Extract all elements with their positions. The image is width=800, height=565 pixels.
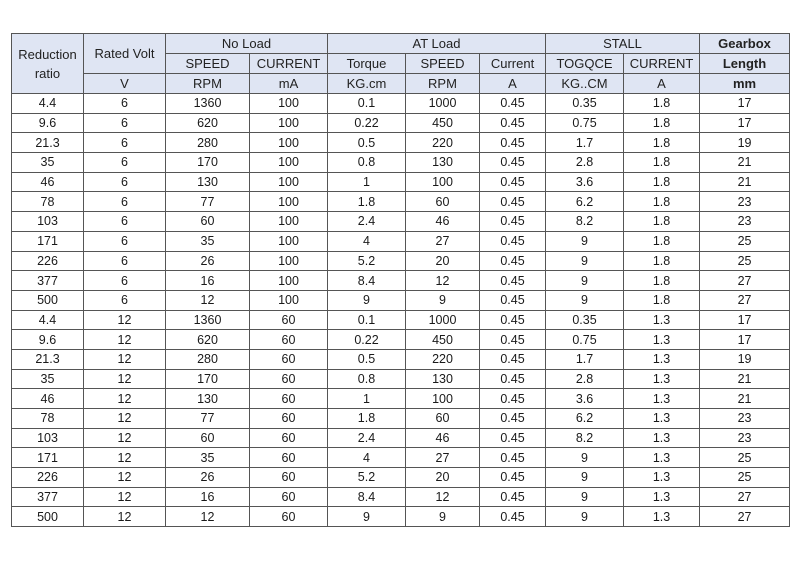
no-load-speed-cell: 26 (166, 251, 250, 271)
header-row-units (12, 74, 790, 94)
no-load-speed-cell: 280 (166, 349, 250, 369)
stall-torque-cell: 8.2 (546, 428, 624, 448)
reduction-ratio-cell: 35 (12, 369, 84, 389)
rated-volt-cell: 12 (84, 507, 166, 527)
no-load-current-cell: 100 (250, 271, 328, 291)
table-row (12, 153, 790, 173)
at-load-speed-cell: 60 (406, 192, 480, 212)
gearbox-length-cell: 21 (700, 389, 790, 409)
subheader-at-load-current: Current (480, 54, 546, 74)
reduction-ratio-header: Reduction ratio (12, 34, 84, 94)
rated-volt-cell: 6 (84, 192, 166, 212)
no-load-current-cell: 60 (250, 468, 328, 488)
no-load-current-cell: 60 (250, 487, 328, 507)
stall-current-cell: 1.3 (624, 448, 700, 468)
at-load-speed-cell: 9 (406, 290, 480, 310)
rated-volt-cell: 12 (84, 409, 166, 429)
torque-cell: 9 (328, 290, 406, 310)
no-load-current-cell: 60 (250, 389, 328, 409)
stall-current-cell: 1.8 (624, 113, 700, 133)
no-load-current-cell: 60 (250, 448, 328, 468)
rated-volt-cell: 6 (84, 271, 166, 291)
subheader-no-load-current: CURRENT (250, 54, 328, 74)
subheader-stall-torque: TOGQCE (546, 54, 624, 74)
at-load-current-cell: 0.45 (480, 212, 546, 232)
at-load-speed-cell: 12 (406, 271, 480, 291)
subheader-at-load-speed: SPEED (406, 54, 480, 74)
stall-torque-cell: 3.6 (546, 389, 624, 409)
rated-volt-cell: 12 (84, 369, 166, 389)
gearbox-length-cell: 21 (700, 369, 790, 389)
stall-current-cell: 1.3 (624, 487, 700, 507)
stall-current-cell: 1.3 (624, 310, 700, 330)
gearbox-length-cell: 17 (700, 330, 790, 350)
reduction-ratio-cell: 171 (12, 231, 84, 251)
table-row (12, 192, 790, 212)
table-row (12, 133, 790, 153)
table-row (12, 409, 790, 429)
at-load-current-cell: 0.45 (480, 251, 546, 271)
no-load-current-cell: 100 (250, 212, 328, 232)
stall-current-cell: 1.3 (624, 330, 700, 350)
table-row (12, 369, 790, 389)
gearbox-length-cell: 23 (700, 409, 790, 429)
reduction-ratio-cell: 78 (12, 192, 84, 212)
torque-cell: 5.2 (328, 468, 406, 488)
rated-volt-cell: 6 (84, 133, 166, 153)
table-row (12, 172, 790, 192)
gearbox-length-cell: 17 (700, 310, 790, 330)
no-load-speed-cell: 16 (166, 271, 250, 291)
rated-volt-cell: 6 (84, 113, 166, 133)
table-row (12, 94, 790, 114)
torque-cell: 2.4 (328, 428, 406, 448)
gearbox-length-cell: 25 (700, 448, 790, 468)
torque-cell: 5.2 (328, 251, 406, 271)
reduction-ratio-cell: 21.3 (12, 133, 84, 153)
at-load-current-cell: 0.45 (480, 290, 546, 310)
torque-cell: 9 (328, 507, 406, 527)
torque-cell: 0.8 (328, 153, 406, 173)
stall-torque-cell: 0.35 (546, 94, 624, 114)
stall-header: STALL (546, 34, 700, 54)
table-body (12, 94, 790, 527)
reduction-ratio-cell: 171 (12, 448, 84, 468)
at-load-speed-cell: 27 (406, 231, 480, 251)
torque-cell: 1.8 (328, 409, 406, 429)
stall-current-cell: 1.8 (624, 251, 700, 271)
no-load-speed-cell: 12 (166, 507, 250, 527)
stall-current-cell: 1.8 (624, 271, 700, 291)
table-row (12, 448, 790, 468)
gearbox-length-cell: 27 (700, 487, 790, 507)
subheader-at-load-torque: Torque (328, 54, 406, 74)
at-load-current-cell: 0.45 (480, 389, 546, 409)
table-row (12, 428, 790, 448)
gearbox-length-cell: 19 (700, 133, 790, 153)
reduction-ratio-cell: 21.3 (12, 349, 84, 369)
stall-current-cell: 1.8 (624, 172, 700, 192)
reduction-ratio-cell: 4.4 (12, 310, 84, 330)
unit-no-load-speed: RPM (166, 74, 250, 94)
at-load-speed-cell: 1000 (406, 94, 480, 114)
table-row (12, 487, 790, 507)
reduction-ratio-cell: 4.4 (12, 94, 84, 114)
table-header (12, 34, 790, 94)
rated-volt-cell: 6 (84, 153, 166, 173)
no-load-current-cell: 100 (250, 172, 328, 192)
no-load-current-cell: 60 (250, 409, 328, 429)
stall-torque-cell: 1.7 (546, 133, 624, 153)
at-load-current-cell: 0.45 (480, 330, 546, 350)
subheader-gearbox-length: Length (700, 54, 790, 74)
table-row (12, 330, 790, 350)
torque-cell: 1.8 (328, 192, 406, 212)
reduction-ratio-cell: 9.6 (12, 113, 84, 133)
header-row-groups (12, 34, 790, 54)
stall-current-cell: 1.3 (624, 468, 700, 488)
at-load-current-cell: 0.45 (480, 113, 546, 133)
at-load-current-cell: 0.45 (480, 507, 546, 527)
at-load-speed-cell: 60 (406, 409, 480, 429)
stall-current-cell: 1.8 (624, 153, 700, 173)
table-row (12, 271, 790, 291)
stall-current-cell: 1.8 (624, 212, 700, 232)
at-load-current-cell: 0.45 (480, 487, 546, 507)
at-load-speed-cell: 46 (406, 428, 480, 448)
no-load-speed-cell: 620 (166, 113, 250, 133)
no-load-speed-cell: 35 (166, 231, 250, 251)
stall-torque-cell: 8.2 (546, 212, 624, 232)
rated-volt-cell: 6 (84, 94, 166, 114)
no-load-speed-cell: 16 (166, 487, 250, 507)
no-load-speed-cell: 60 (166, 428, 250, 448)
reduction-ratio-cell: 226 (12, 251, 84, 271)
at-load-current-cell: 0.45 (480, 192, 546, 212)
stall-current-cell: 1.3 (624, 409, 700, 429)
torque-cell: 0.1 (328, 310, 406, 330)
table-row (12, 251, 790, 271)
unit-at-load-current: A (480, 74, 546, 94)
table-row (12, 212, 790, 232)
at-load-speed-cell: 130 (406, 153, 480, 173)
gearbox-length-cell: 27 (700, 290, 790, 310)
at-load-speed-cell: 9 (406, 507, 480, 527)
no-load-speed-cell: 620 (166, 330, 250, 350)
stall-torque-cell: 6.2 (546, 192, 624, 212)
stall-torque-cell: 9 (546, 468, 624, 488)
rated-volt-cell: 12 (84, 448, 166, 468)
stall-current-cell: 1.3 (624, 507, 700, 527)
stall-torque-cell: 2.8 (546, 369, 624, 389)
no-load-speed-cell: 77 (166, 192, 250, 212)
torque-cell: 2.4 (328, 212, 406, 232)
rated-volt-cell: 12 (84, 330, 166, 350)
at-load-current-cell: 0.45 (480, 448, 546, 468)
no-load-speed-cell: 280 (166, 133, 250, 153)
reduction-ratio-cell: 78 (12, 409, 84, 429)
reduction-ratio-cell: 500 (12, 507, 84, 527)
no-load-current-cell: 100 (250, 94, 328, 114)
no-load-speed-cell: 60 (166, 212, 250, 232)
at-load-speed-cell: 1000 (406, 310, 480, 330)
rated-volt-cell: 6 (84, 290, 166, 310)
no-load-speed-cell: 12 (166, 290, 250, 310)
rated-volt-cell: 6 (84, 212, 166, 232)
stall-current-cell: 1.3 (624, 428, 700, 448)
torque-cell: 0.22 (328, 113, 406, 133)
no-load-current-cell: 100 (250, 251, 328, 271)
gearbox-length-cell: 23 (700, 428, 790, 448)
stall-torque-cell: 9 (546, 448, 624, 468)
at-load-current-cell: 0.45 (480, 468, 546, 488)
subheader-no-load-speed: SPEED (166, 54, 250, 74)
at-load-speed-cell: 450 (406, 113, 480, 133)
at-load-current-cell: 0.45 (480, 133, 546, 153)
reduction-ratio-cell: 103 (12, 212, 84, 232)
stall-torque-cell: 0.35 (546, 310, 624, 330)
table-row (12, 349, 790, 369)
gearbox-length-cell: 23 (700, 192, 790, 212)
reduction-ratio-cell: 9.6 (12, 330, 84, 350)
unit-at-load-torque: KG.cm (328, 74, 406, 94)
no-load-current-cell: 100 (250, 113, 328, 133)
no-load-current-cell: 60 (250, 369, 328, 389)
table-row (12, 310, 790, 330)
no-load-speed-cell: 130 (166, 172, 250, 192)
torque-cell: 4 (328, 448, 406, 468)
no-load-current-cell: 100 (250, 133, 328, 153)
at-load-speed-cell: 100 (406, 172, 480, 192)
subheader-stall-current: CURRENT (624, 54, 700, 74)
at-load-speed-cell: 20 (406, 251, 480, 271)
stall-torque-cell: 9 (546, 507, 624, 527)
no-load-current-cell: 60 (250, 428, 328, 448)
no-load-speed-cell: 26 (166, 468, 250, 488)
reduction-ratio-cell: 103 (12, 428, 84, 448)
no-load-current-cell: 60 (250, 507, 328, 527)
torque-cell: 8.4 (328, 487, 406, 507)
torque-cell: 0.5 (328, 133, 406, 153)
gearbox-length-cell: 21 (700, 153, 790, 173)
motor-spec-table (11, 33, 790, 527)
no-load-speed-cell: 170 (166, 153, 250, 173)
rated-volt-cell: 6 (84, 251, 166, 271)
unit-rated-volt: V (84, 74, 166, 94)
torque-cell: 8.4 (328, 271, 406, 291)
table-row (12, 231, 790, 251)
gearbox-length-cell: 17 (700, 113, 790, 133)
gearbox-length-cell: 25 (700, 468, 790, 488)
stall-current-cell: 1.3 (624, 369, 700, 389)
unit-at-load-speed: RPM (406, 74, 480, 94)
gearbox-length-cell: 17 (700, 94, 790, 114)
stall-torque-cell: 0.75 (546, 113, 624, 133)
at-load-current-cell: 0.45 (480, 428, 546, 448)
no-load-current-cell: 100 (250, 153, 328, 173)
at-load-speed-cell: 220 (406, 133, 480, 153)
no-load-current-cell: 100 (250, 192, 328, 212)
gearbox-length-cell: 19 (700, 349, 790, 369)
at-load-speed-cell: 27 (406, 448, 480, 468)
stall-current-cell: 1.8 (624, 192, 700, 212)
stall-torque-cell: 0.75 (546, 330, 624, 350)
no-load-speed-cell: 170 (166, 369, 250, 389)
at-load-speed-cell: 20 (406, 468, 480, 488)
no-load-current-cell: 100 (250, 290, 328, 310)
no-load-speed-cell: 1360 (166, 310, 250, 330)
torque-cell: 4 (328, 231, 406, 251)
table-row (12, 507, 790, 527)
stall-torque-cell: 9 (546, 290, 624, 310)
gearbox-length-cell: 25 (700, 251, 790, 271)
no-load-current-cell: 60 (250, 330, 328, 350)
at-load-current-cell: 0.45 (480, 231, 546, 251)
gearbox-length-cell: 23 (700, 212, 790, 232)
at-load-speed-cell: 100 (406, 389, 480, 409)
unit-gearbox-length: mm (700, 74, 790, 94)
stall-current-cell: 1.8 (624, 133, 700, 153)
no-load-speed-cell: 130 (166, 389, 250, 409)
rated-volt-cell: 12 (84, 310, 166, 330)
stall-torque-cell: 9 (546, 251, 624, 271)
reduction-ratio-cell: 226 (12, 468, 84, 488)
no-load-current-cell: 60 (250, 349, 328, 369)
gearbox-length-cell: 21 (700, 172, 790, 192)
rated-volt-cell: 12 (84, 468, 166, 488)
gearbox-length-cell: 25 (700, 231, 790, 251)
at-load-current-cell: 0.45 (480, 369, 546, 389)
at-load-speed-cell: 130 (406, 369, 480, 389)
torque-cell: 1 (328, 389, 406, 409)
table-row (12, 468, 790, 488)
torque-cell: 1 (328, 172, 406, 192)
rated-volt-cell: 12 (84, 349, 166, 369)
at-load-current-cell: 0.45 (480, 153, 546, 173)
stall-torque-cell: 3.6 (546, 172, 624, 192)
gearbox-length-cell: 27 (700, 271, 790, 291)
reduction-ratio-cell: 377 (12, 487, 84, 507)
torque-cell: 0.1 (328, 94, 406, 114)
torque-cell: 0.22 (328, 330, 406, 350)
rated-volt-header: Rated Volt (84, 34, 166, 74)
stall-torque-cell: 6.2 (546, 409, 624, 429)
no-load-speed-cell: 1360 (166, 94, 250, 114)
reduction-ratio-cell: 35 (12, 153, 84, 173)
stall-current-cell: 1.3 (624, 349, 700, 369)
no-load-header: No Load (166, 34, 328, 54)
rated-volt-cell: 12 (84, 428, 166, 448)
gearbox-header: Gearbox (700, 34, 790, 54)
no-load-speed-cell: 35 (166, 448, 250, 468)
no-load-speed-cell: 77 (166, 409, 250, 429)
table-row (12, 389, 790, 409)
at-load-current-cell: 0.45 (480, 271, 546, 291)
stall-current-cell: 1.8 (624, 94, 700, 114)
reduction-ratio-cell: 46 (12, 172, 84, 192)
torque-cell: 0.8 (328, 369, 406, 389)
stall-current-cell: 1.8 (624, 290, 700, 310)
at-load-header: AT Load (328, 34, 546, 54)
at-load-speed-cell: 12 (406, 487, 480, 507)
table-row (12, 290, 790, 310)
no-load-current-cell: 100 (250, 231, 328, 251)
rated-volt-cell: 12 (84, 487, 166, 507)
reduction-ratio-cell: 46 (12, 389, 84, 409)
table-row (12, 113, 790, 133)
reduction-ratio-cell: 377 (12, 271, 84, 291)
stall-current-cell: 1.8 (624, 231, 700, 251)
at-load-current-cell: 0.45 (480, 409, 546, 429)
stall-torque-cell: 9 (546, 231, 624, 251)
reduction-ratio-cell: 500 (12, 290, 84, 310)
rated-volt-cell: 6 (84, 231, 166, 251)
torque-cell: 0.5 (328, 349, 406, 369)
unit-stall-torque: KG..CM (546, 74, 624, 94)
stall-torque-cell: 9 (546, 271, 624, 291)
gearbox-length-cell: 27 (700, 507, 790, 527)
at-load-speed-cell: 450 (406, 330, 480, 350)
at-load-current-cell: 0.45 (480, 310, 546, 330)
unit-no-load-current: mA (250, 74, 328, 94)
rated-volt-cell: 12 (84, 389, 166, 409)
at-load-speed-cell: 220 (406, 349, 480, 369)
rated-volt-cell: 6 (84, 172, 166, 192)
at-load-current-cell: 0.45 (480, 349, 546, 369)
stall-current-cell: 1.3 (624, 389, 700, 409)
unit-stall-current: A (624, 74, 700, 94)
no-load-current-cell: 60 (250, 310, 328, 330)
stall-torque-cell: 9 (546, 487, 624, 507)
stall-torque-cell: 2.8 (546, 153, 624, 173)
stall-torque-cell: 1.7 (546, 349, 624, 369)
at-load-current-cell: 0.45 (480, 172, 546, 192)
at-load-current-cell: 0.45 (480, 94, 546, 114)
at-load-speed-cell: 46 (406, 212, 480, 232)
